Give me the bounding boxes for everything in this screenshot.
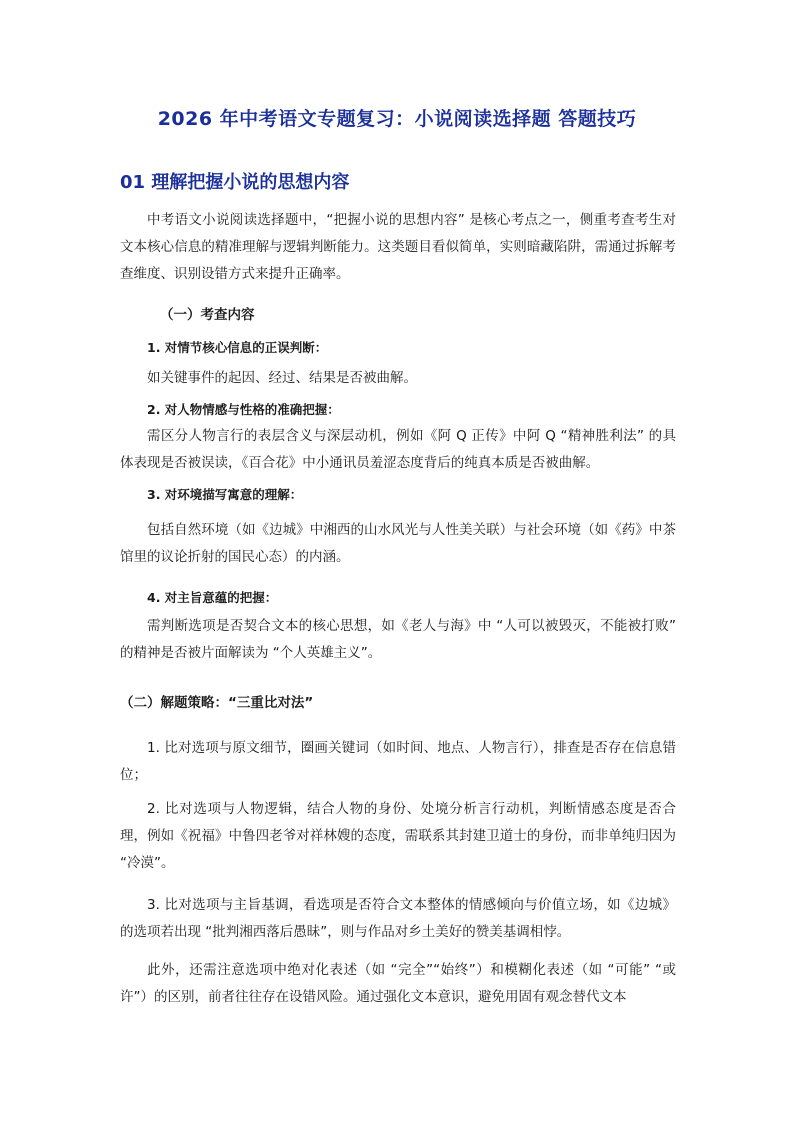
strategy-1: 1. 比对选项与原文细节，圈画关键词（如时间、地点、人物言行），排查是否存在信息错位； [120,740,676,783]
strategy-3: 3. 比对选项与主旨基调，看选项是否符合文本整体的情感倾向与价值立场，如《边城》的选项若出现 “批判湘西落后愚昧”，则与作品对乡土美好的赞美基调相悖。 [120,897,676,940]
strategy-2: 2. 比对选项与人物逻辑，结合人物的身份、处境分析言行动机，判断情感态度是否合理，例如《祝福》中鲁四老爷对祥林嫂的态度，需联系其封建卫道士的身份，而非单纯归因为 “冷漠”。 [120,801,676,871]
document-title: 2026 年中考语文专题复习：小说阅读选择题 答题技巧 [157,108,637,130]
item-text-4: 需判断选项是否契合文本的核心思想，如《老人与海》中 “人可以被毁灭，不能被打败” 的精神是否被片面解读为 “个人英雄主义”。 [120,618,676,661]
closing-paragraph: 此外，还需注意选项中绝对化表述（如 “完全”“始终”）和模糊化表述（如 “可能” “或许”）的区别，前者往往存在设错风险。通过强化文本意识，避免用固有观念替代文本 [120,962,676,1005]
item-text-3: 包括自然环境（如《边城》中湘西的山水风光与人性美关联）与社会环境（如《药》中茶馆里的议论折射的国民心态）的内涵。 [120,522,676,565]
item-text-2: 需区分人物言行的表层含义与深层动机，例如《阿 Q 正传》中阿 Q “精神胜利法” 的具体表现是否被误读，《百合花》中小通讯员羞涩态度背后的纯真本质是否被曲解。 [120,428,676,471]
section-heading: 01 理解把握小说的思想内容 [120,172,350,193]
item-label-2: 2. 对人物情感与性格的准确把握： [147,402,340,417]
item-label-1: 1. 对情节核心信息的正误判断： [147,340,328,355]
item-label-3: 3. 对环境描写寓意的理解： [147,487,303,502]
item-text-1: 如关键事件的起因、经过、结果是否被曲解。 [147,370,417,386]
intro-paragraph: 中考语文小说阅读选择题中，“把握小说的思想内容” 是核心考点之一，侧重考查考生对文本核心信息的精准理解与逻辑判断能力。这类题目看似简单，实则暗藏陷阱，需通过拆解考查维度、识别设错方式来提升正确率。 [120,212,676,282]
item-label-4: 4. 对主旨意蕴的把握： [147,590,278,605]
subsection-heading-strategy: （二）解题策略：“三重比对法” [120,695,314,711]
subsection-heading-content: （一）考查内容 [160,307,255,323]
